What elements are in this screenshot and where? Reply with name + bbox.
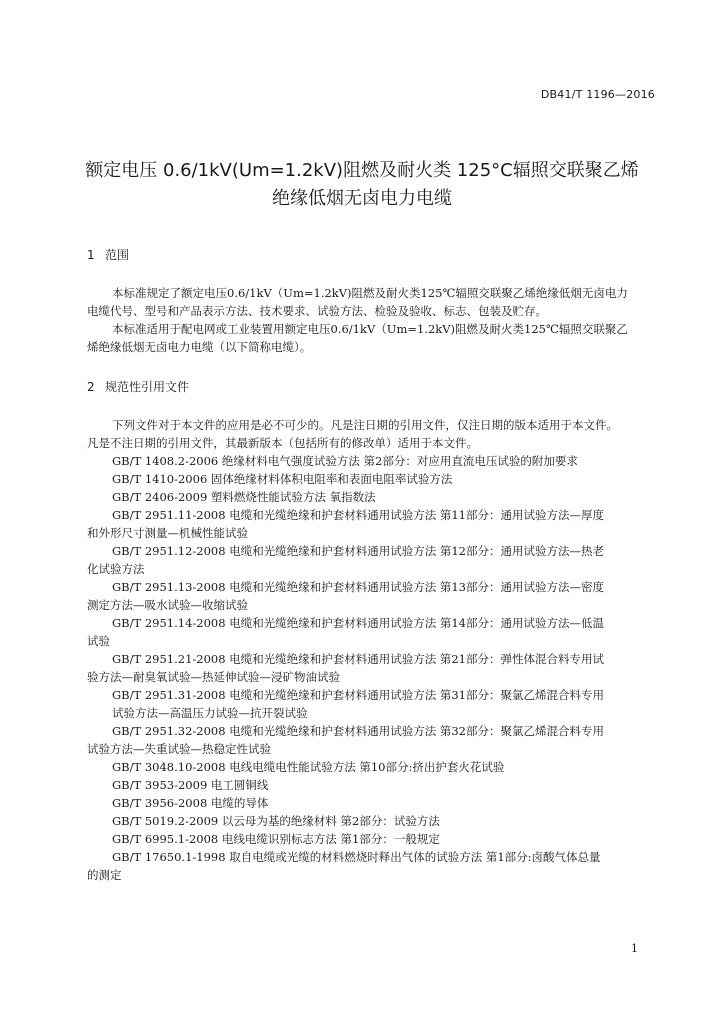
reference-line: GB/T 3953-2009 电工圆铜线 [112,778,269,792]
reference-line: GB/T 6995.1-2008 电线电缆识别标志方法 第1部分：一般规定 [112,832,440,846]
document-title-line-1: 额定电压 0.6/1kV(Um=1.2kV)阻燃及耐火类 125°C辐照交联聚乙烯 [85,160,639,181]
reference-line: 试验方法—高温压力试验—抗开裂试验 [112,706,308,720]
reference-line: GB/T 3956-2008 电缆的导体 [112,796,269,810]
reference-line: 试验方法—失重试验—热稳定性试验 [87,742,271,756]
page-number: 1 [631,942,638,955]
reference-line: 测定方法—吸水试验—收缩试验 [87,598,248,612]
reference-line: 验方法—耐臭氧试验—热延伸试验—浸矿物油试验 [87,670,340,684]
paragraph-line: 本标准适用于配电网或工业装置用额定电压0.6/1kV（Um=1.2kV)阻燃及耐火类125℃辐照交联聚乙 [112,322,628,336]
section-number: 1 [87,248,95,262]
standard-code: DB41/T 1196—2016 [540,88,655,101]
section-title: 范围 [105,248,130,262]
paragraph-line: 本标准规定了额定电压0.6/1kV（Um=1.2kV)阻燃及耐火类125℃辐照交联聚乙烯绝缘低烟无卤电力 [112,286,628,300]
section-number: 2 [87,380,95,394]
reference-line: GB/T 1410-2006 固体绝缘材料体积电阻率和表面电阻率试验方法 [112,472,453,486]
reference-line: GB/T 1408.2-2006 绝缘材料电气强度试验方法 第2部分：对应用直流电压试验的附加要求 [112,454,578,468]
section-2-heading [87,379,189,395]
reference-line: GB/T 5019.2-2009 以云母为基的绝缘材料 第2部分：试验方法 [112,814,440,828]
section-1-heading [87,247,129,263]
document-title-line-2: 绝缘低烟无卤电力电缆 [272,188,452,209]
reference-line: 试验 [87,634,110,648]
paragraph-line: 凡是不注日期的引用文件，其最新版本（包括所有的修改单）适用于本文件。 [87,436,478,450]
paragraph-line: 电缆代号、型号和产品表示方法、技术要求、试验方法、检验及验收、标志、包装及贮存。 [87,304,547,318]
reference-line: 和外形尺寸测量—机械性能试验 [87,526,248,540]
reference-line: GB/T 2951.32-2008 电缆和光缆绝缘和护套材料通用试验方法 第32部分：聚氯乙烯混合料专用 [112,724,604,738]
section-title: 规范性引用文件 [105,380,190,394]
paragraph-line: 烯绝缘低烟无卤电力电缆（以下简称电缆）。 [87,340,312,354]
paragraph-line: 下列文件对于本文件的应用是必不可少的。凡是注日期的引用文件，仅注日期的版本适用于本文件。 [112,418,618,432]
reference-line: GB/T 3048.10-2008 电线电缆电性能试验方法 第10部分:挤出护套火花试验 [112,760,505,774]
reference-line: GB/T 2951.13-2008 电缆和光缆绝缘和护套材料通用试验方法 第13部分：通用试验方法—密度 [112,580,604,594]
reference-line: GB/T 2951.11-2008 电缆和光缆绝缘和护套材料通用试验方法 第11部分：通用试验方法—厚度 [112,508,604,522]
reference-line: GB/T 2951.12-2008 电缆和光缆绝缘和护套材料通用试验方法 第12部分：通用试验方法—热老 [112,544,604,558]
reference-line: 的测定 [87,868,122,882]
reference-line: GB/T 2951.21-2008 电缆和光缆绝缘和护套材料通用试验方法 第21部分：弹性体混合料专用试 [112,652,604,666]
reference-line: GB/T 2951.14-2008 电缆和光缆绝缘和护套材料通用试验方法 第14部分：通用试验方法—低温 [112,616,604,630]
reference-line: 化试验方法 [87,562,145,576]
reference-line: GB/T 17650.1-1998 取自电缆或光缆的材料燃烧时释出气体的试验方法 第1部分:卤酸气体总量 [112,850,601,864]
reference-line: GB/T 2951.31-2008 电缆和光缆绝缘和护套材料通用试验方法 第31部分：聚氯乙烯混合料专用 [112,688,604,702]
reference-line: GB/T 2406-2009 塑料燃烧性能试验方法 氧指数法 [112,490,376,504]
